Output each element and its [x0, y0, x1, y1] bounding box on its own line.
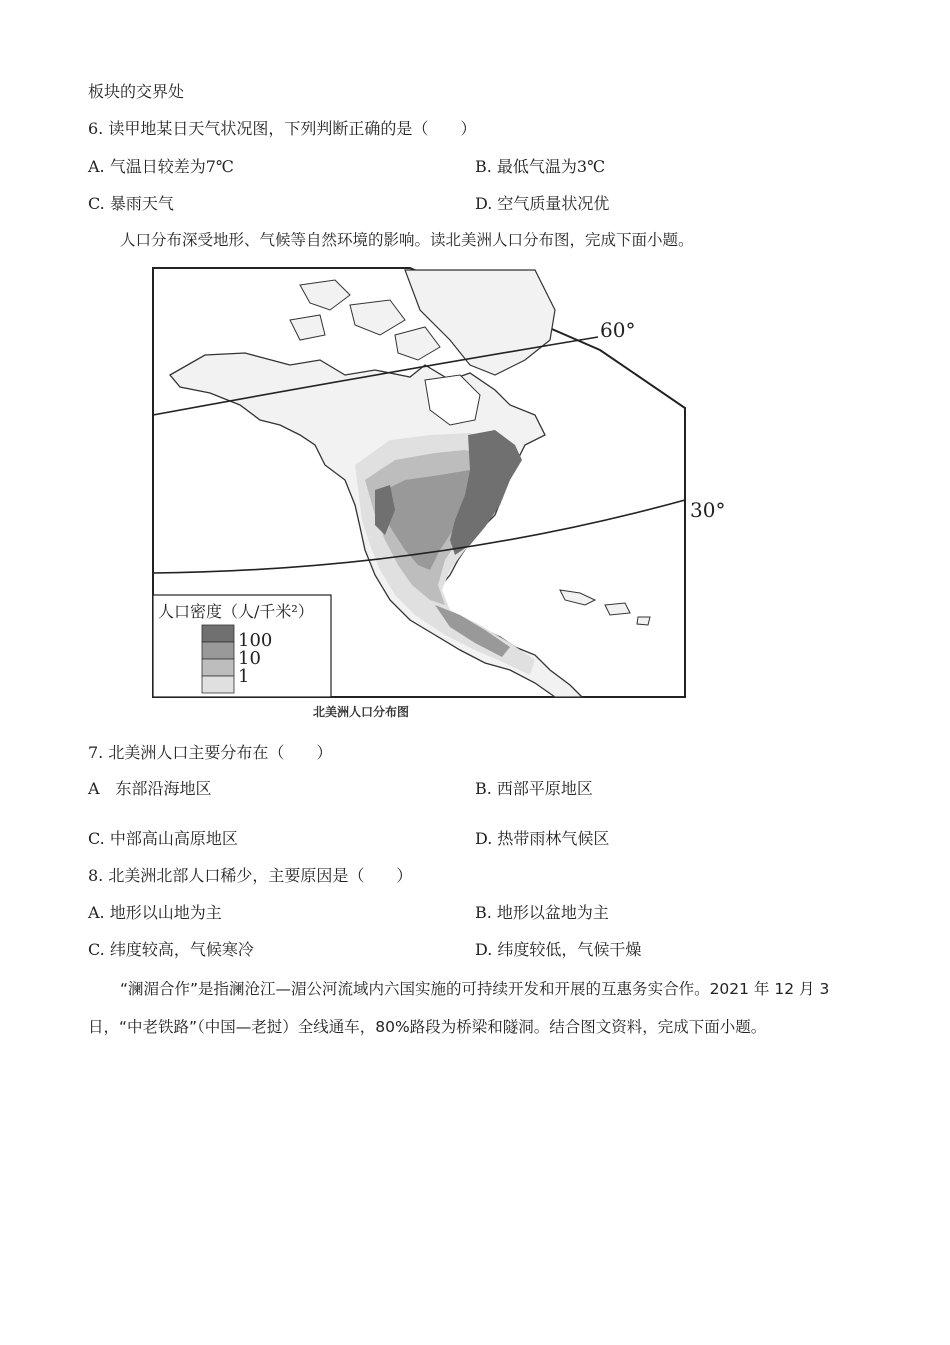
legend-swatch-sparse	[202, 676, 234, 693]
q6-option-a[interactable]: A. 气温日较差为7℃	[88, 157, 234, 176]
q7-option-b[interactable]: B. 西部平原地区	[475, 779, 593, 798]
legend-label-100: 100	[238, 630, 273, 651]
q6-option-d[interactable]: D. 空气质量状况优	[475, 194, 610, 213]
legend-swatch-100	[202, 625, 234, 642]
legend-swatch-1	[202, 659, 234, 676]
legend-swatch-10	[202, 642, 234, 659]
q8-stem: 8. 北美洲北部人口稀少，主要原因是（ ）	[88, 866, 413, 885]
q7-option-d[interactable]: D. 热带雨林气候区	[475, 829, 610, 848]
legend-title: 人口密度（人/千米²）	[158, 602, 314, 621]
q6-stem: 6. 读甲地某日天气状况图，下列判断正确的是（ ）	[88, 119, 477, 138]
latitude-30-label: 30°	[690, 498, 726, 522]
q8-option-b[interactable]: B. 地形以盆地为主	[475, 903, 609, 922]
passage-lancang-mekong: “澜湄合作”是指澜沧江—湄公河流域内六国实施的可持续开发和开展的互惠务实合作。2021 年 12 月 3 日，“中老铁路”（中国—老挝）全线通车，80%路段为桥梁和隧洞。结合图文资料，完成下面小题。	[88, 980, 830, 1036]
passage-population: 人口分布深受地形、气候等自然环境的影响。读北美洲人口分布图，完成下面小题。	[120, 231, 694, 249]
intro-fragment: 板块的交界处	[88, 82, 185, 101]
map-legend	[153, 595, 331, 697]
q8-option-d[interactable]: D. 纬度较低，气候干燥	[475, 940, 642, 959]
q6-option-b[interactable]: B. 最低气温为3℃	[475, 157, 606, 176]
q8-option-c[interactable]: C. 纬度较高，气候寒冷	[88, 940, 254, 959]
q8-option-a[interactable]: A. 地形以山地为主	[88, 903, 222, 922]
q7-stem: 7. 北美洲人口主要分布在（ ）	[88, 743, 333, 762]
q6-option-c[interactable]: C. 暴雨天气	[88, 194, 174, 213]
q7-option-a[interactable]: A 东部沿海地区	[88, 779, 212, 798]
legend-label-1: 1	[238, 666, 250, 687]
legend-label-10: 10	[238, 648, 261, 669]
north-america-population-map	[150, 265, 726, 700]
latitude-60-label: 60°	[600, 318, 636, 342]
q7-option-c[interactable]: C. 中部高山高原地区	[88, 829, 238, 848]
map-caption: 北美洲人口分布图	[313, 705, 410, 719]
